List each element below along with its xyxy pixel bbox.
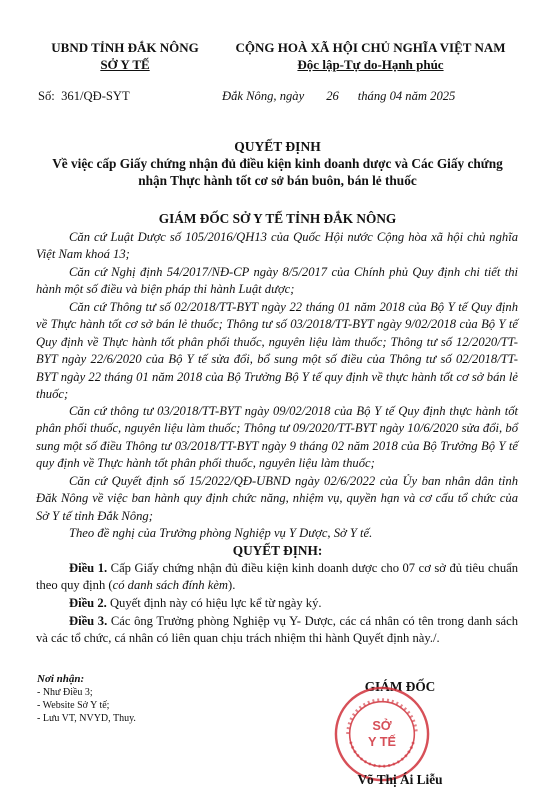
- official-stamp: [333, 685, 431, 783]
- preamble-paragraph: Căn cứ Luật Dược số 105/2016/QH13 của Quốc Hội nước Cộng hòa xã hội chủ nghĩa Việt Nam khoá 13;: [36, 230, 518, 262]
- recipients-heading: Nơi nhận:: [37, 673, 85, 685]
- document-title: QUYẾT ĐỊNH: [234, 139, 321, 154]
- issuing-authority: GIÁM ĐỐC SỞ Y TẾ TỈNH ĐẮK NÔNG: [158, 211, 397, 226]
- document-subject-line1: Về việc cấp Giấy chứng nhận đủ điều kiện kinh doanh dược và Các Giấy chứng: [52, 156, 503, 171]
- recipient-item: - Website Sở Y tế;: [37, 700, 110, 711]
- svg-text:Y TẾ: Y TẾ: [367, 733, 397, 749]
- national-title: CỘNG HOÀ XÃ HỘI CHỦ NGHĨA VIỆT NAM: [235, 40, 506, 55]
- document-number: Số: 361/QĐ-SYT: [38, 89, 130, 103]
- signer-name: Võ Thị Ái Liễu: [357, 772, 443, 787]
- signer-title: GIÁM ĐỐC: [364, 679, 436, 694]
- preamble-paragraph: Căn cứ thông tư 03/2018/TT-BYT ngày 09/02/2018 của Bộ Y tế Quy định thực hành tốt phân phối thuốc, nguyên liệu làm thuốc; Thông tư 09/2020/TT-BYT ngày 10/6/2020 sửa đổi, bổ sung một số điều Thông tư 03/2018/TT-BYT ngày 9 tháng 02 năm 2018 của Bộ Trưởng Bộ Y tế quy định về Thực hành tốt phân phối thuốc, nguyên liệu làm thuốc;: [36, 404, 518, 471]
- national-motto: Độc lập-Tự do-Hạnh phúc: [297, 57, 444, 72]
- preamble-paragraph: Căn cứ Nghị định 54/2017/NĐ-CP ngày 8/5/2017 của Chính phủ Quy định chi tiết thi hành một số điều và biện pháp thi hành Luật dược;: [36, 265, 518, 297]
- article-2: Điều 2. Quyết định này có hiệu lực kể từ ngày ký.: [69, 596, 322, 610]
- svg-text:SỞ: SỞ: [372, 718, 392, 734]
- preamble-paragraph: Căn cứ Thông tư số 02/2018/TT-BYT ngày 22 tháng 01 năm 2018 của Bộ Y tế Quy định về Thực hành tốt cơ sở bán lẻ thuốc; Thông tư số 03/2018/TT-BYT ngày 9/02/2018 của Bộ Y tế Quy định về Thực hành tốt phân phối thuốc, nguyên liệu làm thuốc; Thông tư số 12/2020/TT-BYT ngày 22/6/2020 của Bộ Y tế sửa đổi, bổ sung một số điều của Thông tư số 02/2018/TT-BYT ngày 22 tháng 01 năm 2018 của Bộ Trưởng Bộ Y tế quy định về thực hành tốt cơ sở bán lẻ thuốc;: [36, 300, 518, 402]
- preamble-paragraph: Căn cứ Quyết định số 15/2022/QĐ-UBND ngày 02/6/2022 của Ủy ban nhân dân tỉnh Đăk Nông về việc ban hành quy định chức năng, nhiệm vụ, quyền hạn và cơ cấu tổ chức của Sở Y tế tỉnh Đắk Nông;: [36, 474, 518, 523]
- preamble-paragraph: Theo đề nghị của Trưởng phòng Nghiệp vụ Y Dược, Sở Y tế.: [69, 526, 373, 540]
- article-1: Điều 1. Cấp Giấy chứng nhận đủ điều kiện kinh doanh dược cho 07 cơ sở đủ tiêu chuẩn theo quy định (có danh sách đính kèm).: [36, 561, 519, 593]
- recipients-list: [37, 673, 136, 725]
- document-date: Đắk Nông, ngày 26 tháng 04 năm 2025: [222, 89, 456, 103]
- decision-heading: QUYẾT ĐỊNH:: [232, 543, 323, 558]
- recipient-item: - Lưu VT, NVYD, Thuy.: [37, 713, 136, 724]
- agency-name: UBND TỈNH ĐẮK NÔNG: [51, 40, 199, 55]
- department-name: SỞ Y TẾ: [100, 57, 150, 72]
- recipient-item: - Như Điều 3;: [37, 687, 93, 698]
- document-subject-line2: nhận Thực hành tốt cơ sở bán buôn, bán lẻ thuốc: [138, 173, 417, 188]
- article-3: Điều 3. Các ông Trưởng phòng Nghiệp vụ Y- Dược, các cá nhân có tên trong danh sách và các tổ chức, cá nhân có liên quan chịu trách nhiệm thi hành Quyết định này./.: [36, 614, 519, 646]
